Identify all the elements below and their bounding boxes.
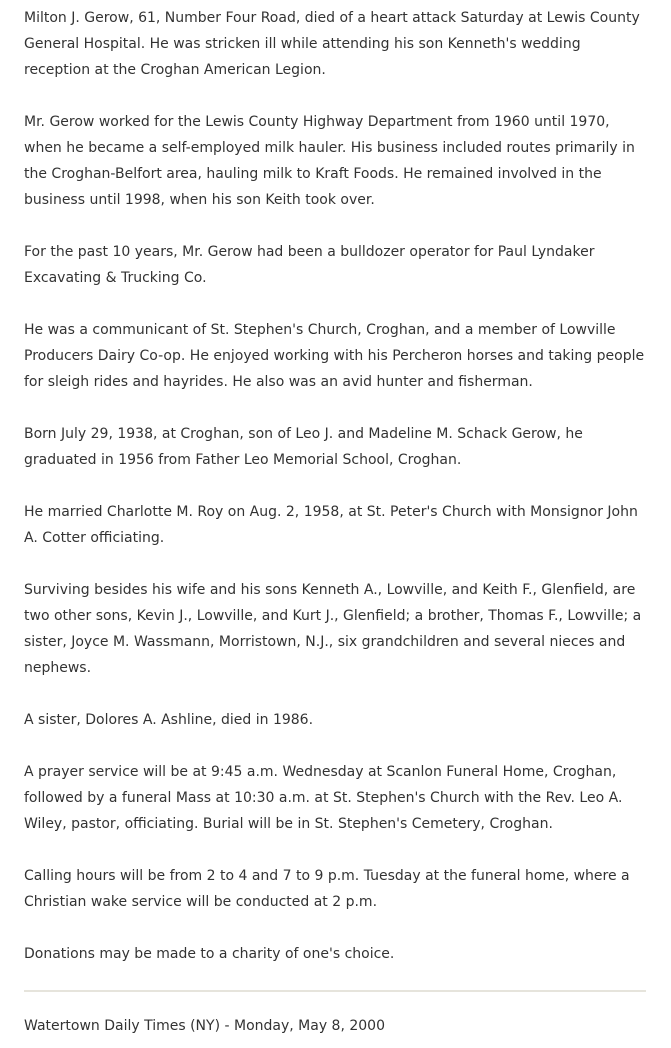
article-paragraph: Born July 29, 1938, at Croghan, son of Leo J. and Madeline M. Schack Gerow, he graduated in 1956 from Father Leo Memorial School, Croghan. bbox=[24, 426, 583, 468]
article-paragraph: Calling hours will be from 2 to 4 and 7 to 9 p.m. Tuesday at the funeral home, where a Christian wake service will be conducted at 2 p.m. bbox=[24, 868, 630, 910]
article-paragraph: A prayer service will be at 9:45 a.m. Wednesday at Scanlon Funeral Home, Croghan, followed by a funeral Mass at 10:30 a.m. at St. Stephen's Church with the Rev. Leo A. Wiley, pastor, officiating. Burial will be in St. Stephen's Cemetery, Croghan. bbox=[24, 764, 623, 832]
article-paragraph: A sister, Dolores A. Ashline, died in 1986. bbox=[24, 712, 314, 728]
footer-divider bbox=[24, 990, 646, 992]
article-paragraph: Mr. Gerow worked for the Lewis County Highway Department from 1960 until 1970, when he became a self-employed milk hauler. His business included routes primarily in the Croghan-Belfort area, hauling milk to Kraft Foods. He remained involved in the business until 1998, when his son Keith took over. bbox=[24, 114, 635, 208]
article-paragraph: Surviving besides his wife and his sons Kenneth A., Lowville, and Keith F., Glenfield, are two other sons, Kevin J., Lowville, and Kurt J., Glenfield; a brother, Thomas F., Lowville; a sister, Joyce M. Wassmann, Morristown, N.J., six grandchildren and several nieces and nephews. bbox=[24, 582, 642, 676]
article-paragraph: For the past 10 years, Mr. Gerow had been a bulldozer operator for Paul Lyndaker Excavating & Trucking Co. bbox=[24, 244, 595, 286]
source-citation: Watertown Daily Times (NY) - Monday, May 8, 2000 bbox=[24, 1018, 385, 1034]
obituary-article bbox=[24, 5, 646, 993]
article-paragraph: He was a communicant of St. Stephen's Church, Croghan, and a member of Lowville Producers Dairy Co-op. He enjoyed working with his Percheron horses and taking people for sleigh rides and hayrides. He also was an avid hunter and fisherman. bbox=[24, 322, 645, 390]
article-paragraph: He married Charlotte M. Roy on Aug. 2, 1958, at St. Peter's Church with Monsignor John A. Cotter officiating. bbox=[24, 504, 638, 546]
article-paragraph: Milton J. Gerow, 61, Number Four Road, died of a heart attack Saturday at Lewis County General Hospital. He was stricken ill while attending his son Kenneth's wedding reception at the Croghan American Legion. bbox=[24, 10, 640, 78]
article-paragraph: Donations may be made to a charity of one's choice. bbox=[24, 946, 395, 962]
